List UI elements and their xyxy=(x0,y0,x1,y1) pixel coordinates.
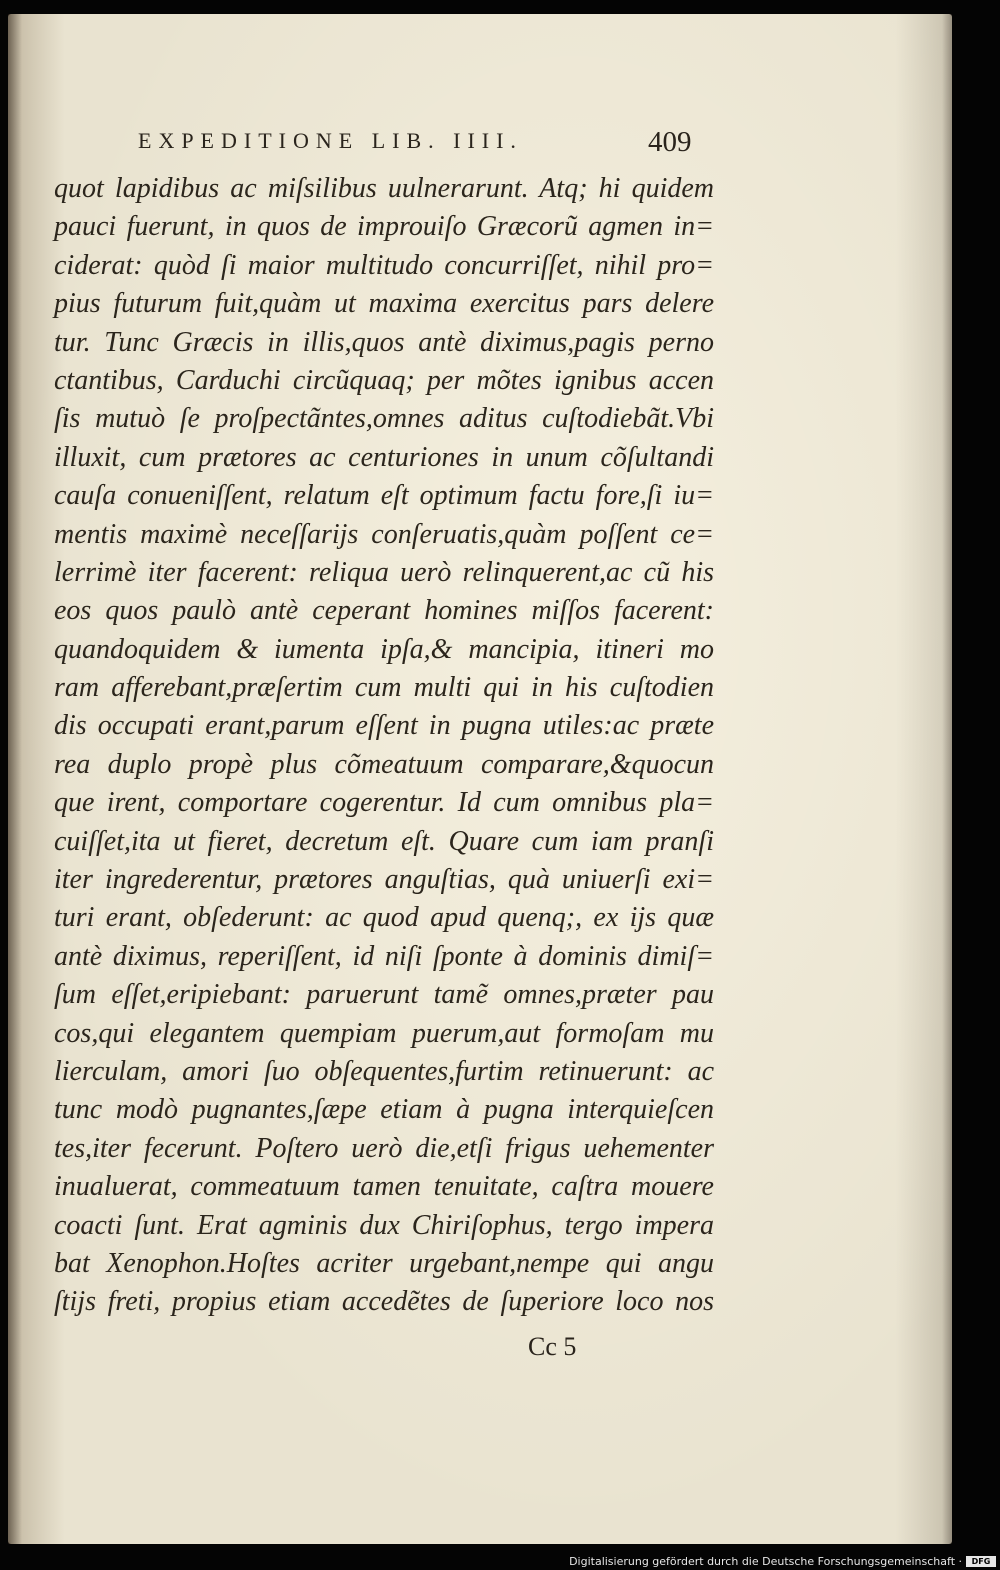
text-block xyxy=(54,170,714,1322)
text-line: tunc modò pugnantes,ſæpe etiam à pugna interquieſcen xyxy=(54,1094,714,1126)
book-page xyxy=(8,14,952,1544)
text-line: ſum eſſet,eripiebant: paruerunt tamẽ omnes,præter pau xyxy=(54,979,714,1011)
running-header: EXPEDITIONE LIB. IIII. xyxy=(138,128,523,153)
text-line: quandoquidem & iumenta ipſa,& mancipia, itineri mo xyxy=(54,633,714,665)
text-line: dis occupati erant,parum eſſent in pugna utiles:ac præte xyxy=(54,710,714,742)
text-line: ſtijs freti, propius etiam accedẽtes de ſuperiore loco nos xyxy=(54,1286,714,1318)
text-line: tur. Tunc Græcis in illis,quos antè diximus,pagis perno xyxy=(54,326,714,358)
text-line: turi erant, obſederunt: ac quod apud quenq;, ex ijs quæ xyxy=(54,902,714,934)
text-line: cos,qui elegantem quempiam puerum,aut formoſam mu xyxy=(54,1017,714,1049)
text-line: pius futurum fuit,quàm ut maxima exercitus pars delere xyxy=(54,288,714,320)
text-line: ſis mutuò ſe proſpectãntes,omnes aditus cuſtodiebãt.Vbi xyxy=(54,403,714,435)
text-line: eos quos paulò antè ceperant homines miſſos facerent: xyxy=(54,595,714,627)
text-line: bat Xenophon.Hoſtes acriter urgebant,nempe qui angu xyxy=(54,1247,714,1279)
page-number: 409 xyxy=(648,126,692,158)
text-line: iter ingrederentur, prætores anguſtias, quà uniuerſi exi= xyxy=(54,864,714,896)
text-line: cauſa conueniſſent, relatum eſt optimum factu fore,ſi iu= xyxy=(54,480,714,512)
text-line: illuxit, cum prætores ac centuriones in unum cõſultandi xyxy=(54,441,714,473)
text-line: inualuerat, commeatuum tamen tenuitate, caſtra mouere xyxy=(54,1171,714,1203)
text-line: cuiſſet,ita ut fieret, decretum eſt. Quare cum iam pranſi xyxy=(54,825,714,857)
text-line: ctantibus, Carduchi circũquaq; per mõtes ignibus accen xyxy=(54,364,714,396)
text-line: lerrimè iter facerent: reliqua uerò relinquerent,ac cũ his xyxy=(54,556,714,588)
text-line: pauci fuerunt, in quos de improuiſo Græcorũ agmen in= xyxy=(54,211,714,243)
text-line: tes,iter fecerunt. Poſtero uerò die,etſi frigus uehementer xyxy=(54,1132,714,1164)
text-line: que irent, comportare cogerentur. Id cum omnibus pla= xyxy=(54,787,714,819)
dfg-logo: DFG xyxy=(966,1556,996,1567)
signature-mark: Cc 5 xyxy=(528,1332,577,1361)
digitization-credit: Digitalisierung gefördert durch die Deutsche Forschungsgemeinschaft · xyxy=(569,1555,962,1568)
text-line: antè diximus, reperiſſent, id niſi ſponte à dominis dimiſ= xyxy=(54,940,714,972)
text-line: ram afferebant,præſertim cum multi qui in his cuſtodien xyxy=(54,672,714,704)
text-line: quot lapidibus ac miſsilibus uulnerarunt. Atq; hi quidem xyxy=(54,173,714,204)
text-line: lierculam, amori ſuo obſequentes,furtim retinuerunt: ac xyxy=(54,1055,714,1087)
text-line: coacti ſunt. Erat agminis dux Chiriſophus, tergo impera xyxy=(54,1209,714,1241)
text-line: ciderat: quòd ſi maior multitudo concurriſſet, nihil pro= xyxy=(54,249,714,281)
text-line: rea duplo propè plus cõmeatuum comparare,&quocun xyxy=(54,748,714,780)
text-line: mentis maximè neceſſarijs conſeruatis,quàm poſſent ce= xyxy=(54,518,714,550)
